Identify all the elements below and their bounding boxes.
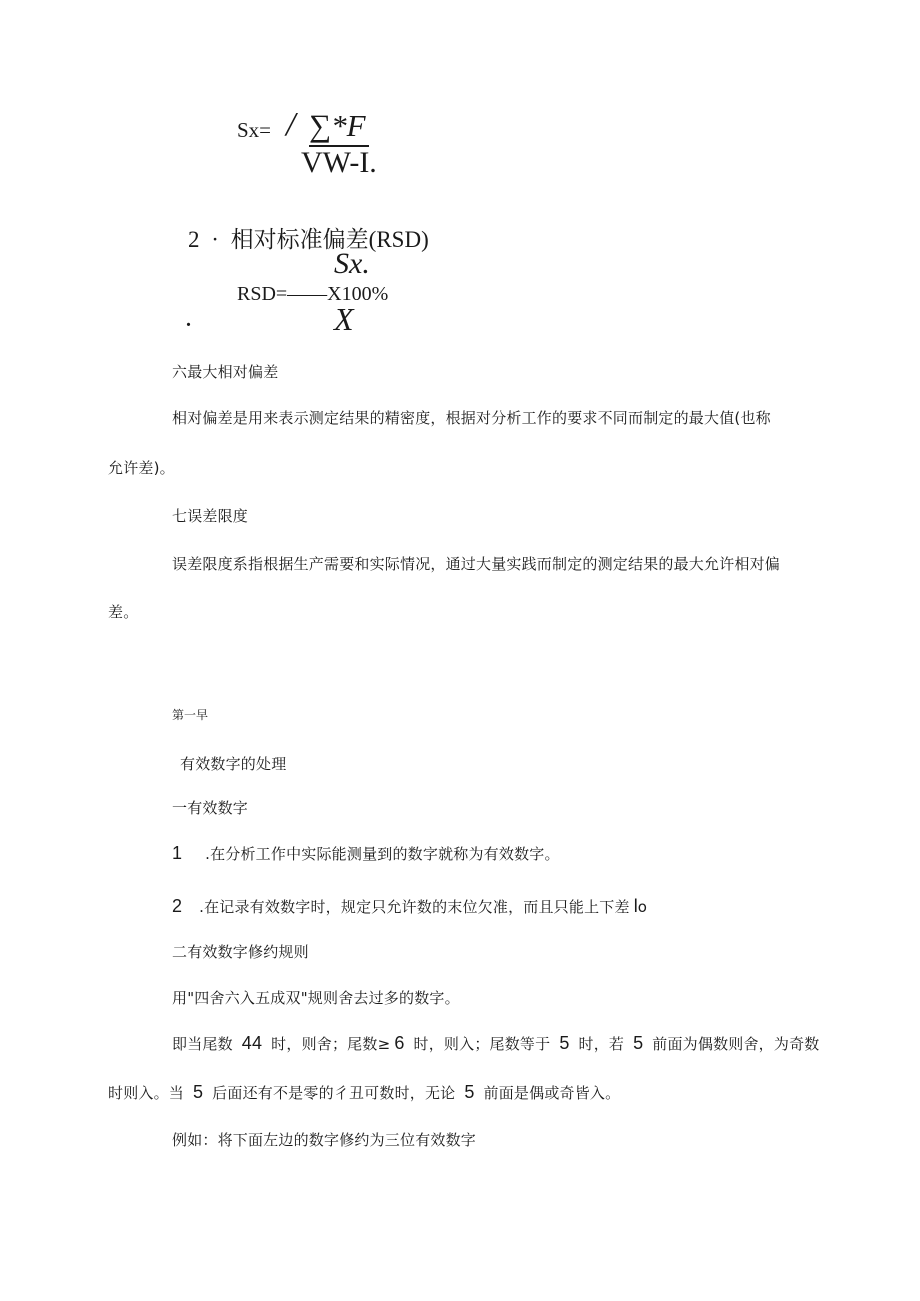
section-max-relative-deviation-para-line2: 允许差)。 bbox=[108, 459, 175, 477]
item-2-number: 2 bbox=[172, 896, 183, 916]
rounding-rules-example: 例如：将下面左边的数字修约为三位有效数字 bbox=[172, 1131, 477, 1149]
chapter-label: 第一早 bbox=[172, 708, 209, 722]
formula-sx-slash: / bbox=[286, 106, 296, 143]
line-1-n4: 5 bbox=[633, 1033, 644, 1053]
item-1-number: 1 bbox=[172, 843, 183, 863]
rsd-heading-title: 相对标准偏差(RSD) bbox=[230, 227, 429, 252]
formula-rsd-expression: RSD=——X100% bbox=[237, 283, 389, 305]
line-2-a: 时则入。当 bbox=[108, 1084, 185, 1102]
line-1-c: 时，则入；尾数等于 bbox=[413, 1035, 551, 1053]
line-1-e: 前面为偶数则舍，为奇数 bbox=[652, 1035, 820, 1053]
line-2-n1: 5 bbox=[192, 1082, 204, 1102]
rounding-rules-line-2 bbox=[108, 1082, 620, 1103]
rounding-rules-heading: 二有效数字修约规则 bbox=[172, 943, 309, 961]
line-1-n2: 6 bbox=[394, 1033, 405, 1053]
item-2-tail-end: o bbox=[637, 898, 648, 916]
line-2-n2: 5 bbox=[464, 1082, 475, 1102]
rsd-heading bbox=[188, 221, 429, 254]
line-2-c: 前面是偶或奇皆入。 bbox=[483, 1084, 621, 1102]
line-1-d: 时，若 bbox=[578, 1035, 625, 1053]
line-1-n3: 5 bbox=[559, 1033, 570, 1053]
formula-sx-numerator: ∑*F bbox=[309, 108, 366, 143]
item-2-tail-char: l bbox=[633, 896, 638, 916]
rounding-rules-line-1 bbox=[172, 1033, 819, 1054]
section-max-relative-deviation-para-line1: 相对偏差是用来表示测定结果的精密度，根据对分析工作的要求不同而制定的最大值(也称 bbox=[172, 409, 771, 427]
line-2-b: 后面还有不是零的彳丑可数时，无论 bbox=[212, 1084, 456, 1102]
formula-rsd-denominator: X bbox=[334, 301, 354, 337]
rsd-heading-number: 2 bbox=[188, 227, 200, 252]
chapter-title: 有效数字的处理 bbox=[180, 755, 287, 773]
section-error-limit-para-line2: 差。 bbox=[108, 603, 139, 621]
section-error-limit-para-line1: 误差限度系指根据生产需要和实际情况，通过大量实践而制定的测定结果的最大允许相对偏 bbox=[172, 555, 781, 573]
item-1-text: .在分析工作中实际能测量到的数字就称为有效数字。 bbox=[205, 845, 560, 863]
significant-figures-item-1 bbox=[172, 843, 560, 864]
item-2-text: .在记录有效数字时，规定只允许数的末位欠准，而且只能上下差 bbox=[199, 898, 630, 916]
line-1-n1: 44 bbox=[241, 1033, 263, 1053]
line-1-b: 时，则舍；尾数≥ bbox=[271, 1035, 391, 1053]
significant-figures-item-2 bbox=[172, 896, 647, 917]
section-error-limit-heading: 七误差限度 bbox=[172, 507, 249, 525]
line-1-a: 即当尾数 bbox=[172, 1035, 233, 1053]
significant-figures-heading: 一有效数字 bbox=[172, 799, 249, 817]
rounding-rules-rule: 用"四舍六入五成双"规则舍去过多的数字。 bbox=[172, 989, 460, 1007]
section-max-relative-deviation-heading: 六最大相对偏差 bbox=[172, 363, 279, 381]
formula-sx-lhs: Sx= bbox=[237, 118, 272, 142]
formula-rsd-numerator: Sx. bbox=[334, 247, 370, 280]
formula-sx-denominator: VW-I. bbox=[301, 146, 377, 179]
formula-rsd-dot: . bbox=[186, 309, 191, 331]
rsd-heading-separator: · bbox=[211, 227, 219, 252]
